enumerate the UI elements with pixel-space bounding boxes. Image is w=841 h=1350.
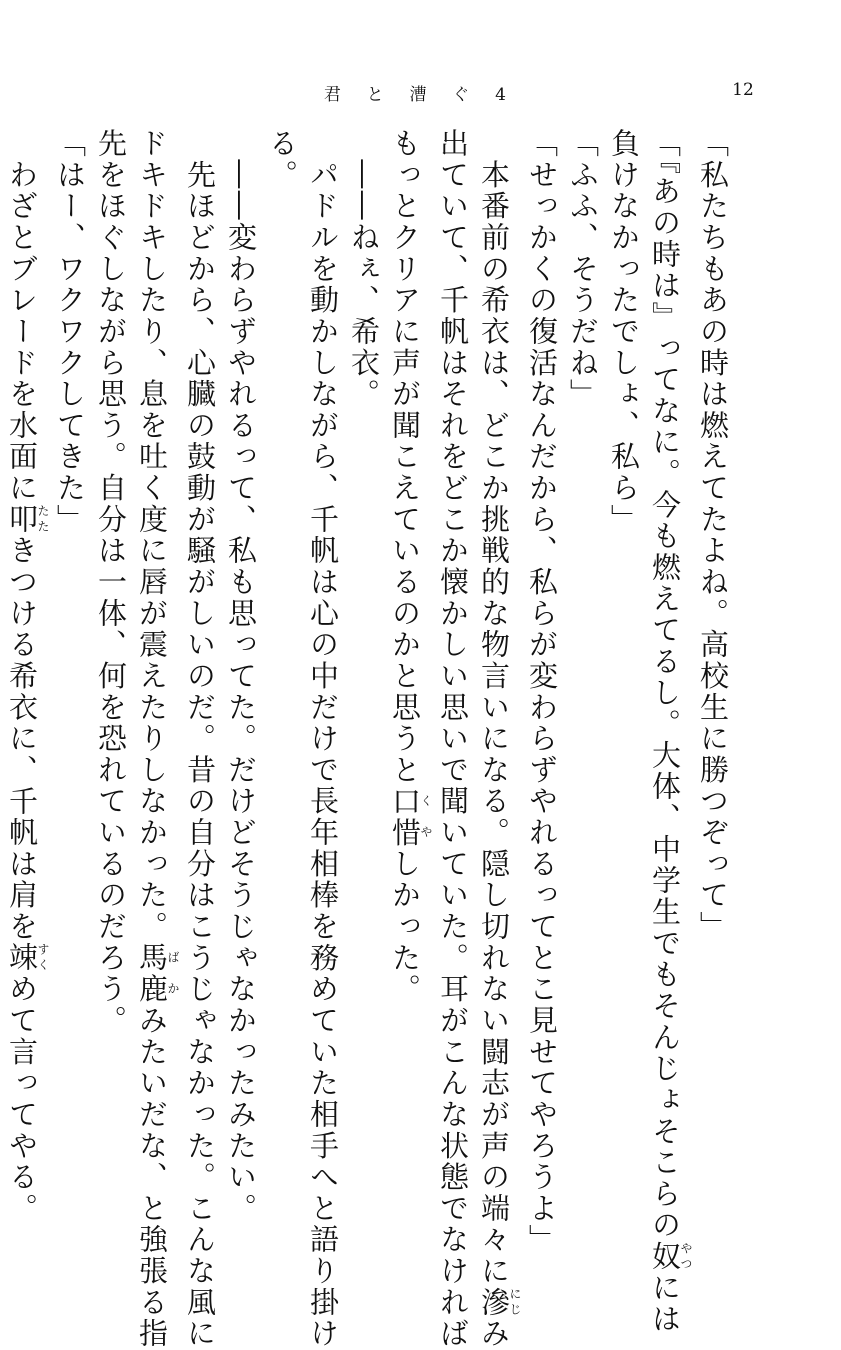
text-line: 「せっかくの復活なんだから、私らが変わらずやれるってとこ見せてやろうよ」 <box>525 128 559 1256</box>
text-line: ――ねぇ、希衣。 <box>347 128 381 410</box>
text-line: る。 <box>265 128 299 191</box>
page-number: 12 <box>732 80 754 100</box>
text-line: 先をほぐしながら思う。自分は一体、何を恐れているのだろう。 <box>94 128 128 1037</box>
text-line: ――変わらずやれるって、私も思ってた。だけどそうじゃなかったみたい。 <box>224 128 258 1225</box>
text-line: 負けなかったでしょ、私ら」 <box>607 128 641 536</box>
text-line: ドキドキしたり、息を吐く度に唇が震えたりしなかった。馬鹿ばかみたいだな、と強張る指 <box>135 128 180 1350</box>
text-line: 「はー、ワクワクしてきた」 <box>53 128 87 536</box>
text-line: 先ほどから、心臓の鼓動が騒がしいのだ。昔の自分はこうじゃなかった。こんな風に <box>183 128 217 1350</box>
text-line: もっとクリアに声が聞こえているのかと思うと口惜くやしかった。 <box>388 128 433 1005</box>
running-title: 君 と 漕 ぐ 4 <box>323 85 517 105</box>
body-text <box>5 128 733 1350</box>
text-line: 「私たちもあの時は燃えてたよね。高校生に勝つぞって」 <box>696 128 730 943</box>
text-line: 「『あの時は』ってなに。今も燃えてるし。大体、中学生でもそんじょそこらの奴やつには <box>648 128 693 1335</box>
text-line: 出ていて、千帆はそれをどこか懐かしい思いで聞いていた。耳がこんな状態でなければ <box>436 128 470 1350</box>
ruby-word: 滲にじ <box>477 1286 522 1319</box>
text-line: パドルを動かしながら、千帆は心の中だけで長年相棒を務めていた相手へと語り掛け <box>306 128 340 1350</box>
ruby-word: 叩たた <box>5 503 50 536</box>
ruby-word: 口惜くや <box>388 785 433 849</box>
text-line: わざとブレードを水面に叩たたきつける希衣に、千帆は肩を竦すくめて言ってやる。 <box>5 128 50 1225</box>
text-line: 本番前の希衣は、どこか挑戦的な物言いになる。隠し切れない闘志が声の端々に滲にじみ <box>477 128 522 1350</box>
ruby-word: 竦すく <box>5 942 50 974</box>
ruby-word: 馬鹿ばか <box>135 942 180 1005</box>
text-line: 「ふふ、そうだね」 <box>566 128 600 410</box>
ruby-word: 奴やつ <box>648 1241 693 1273</box>
